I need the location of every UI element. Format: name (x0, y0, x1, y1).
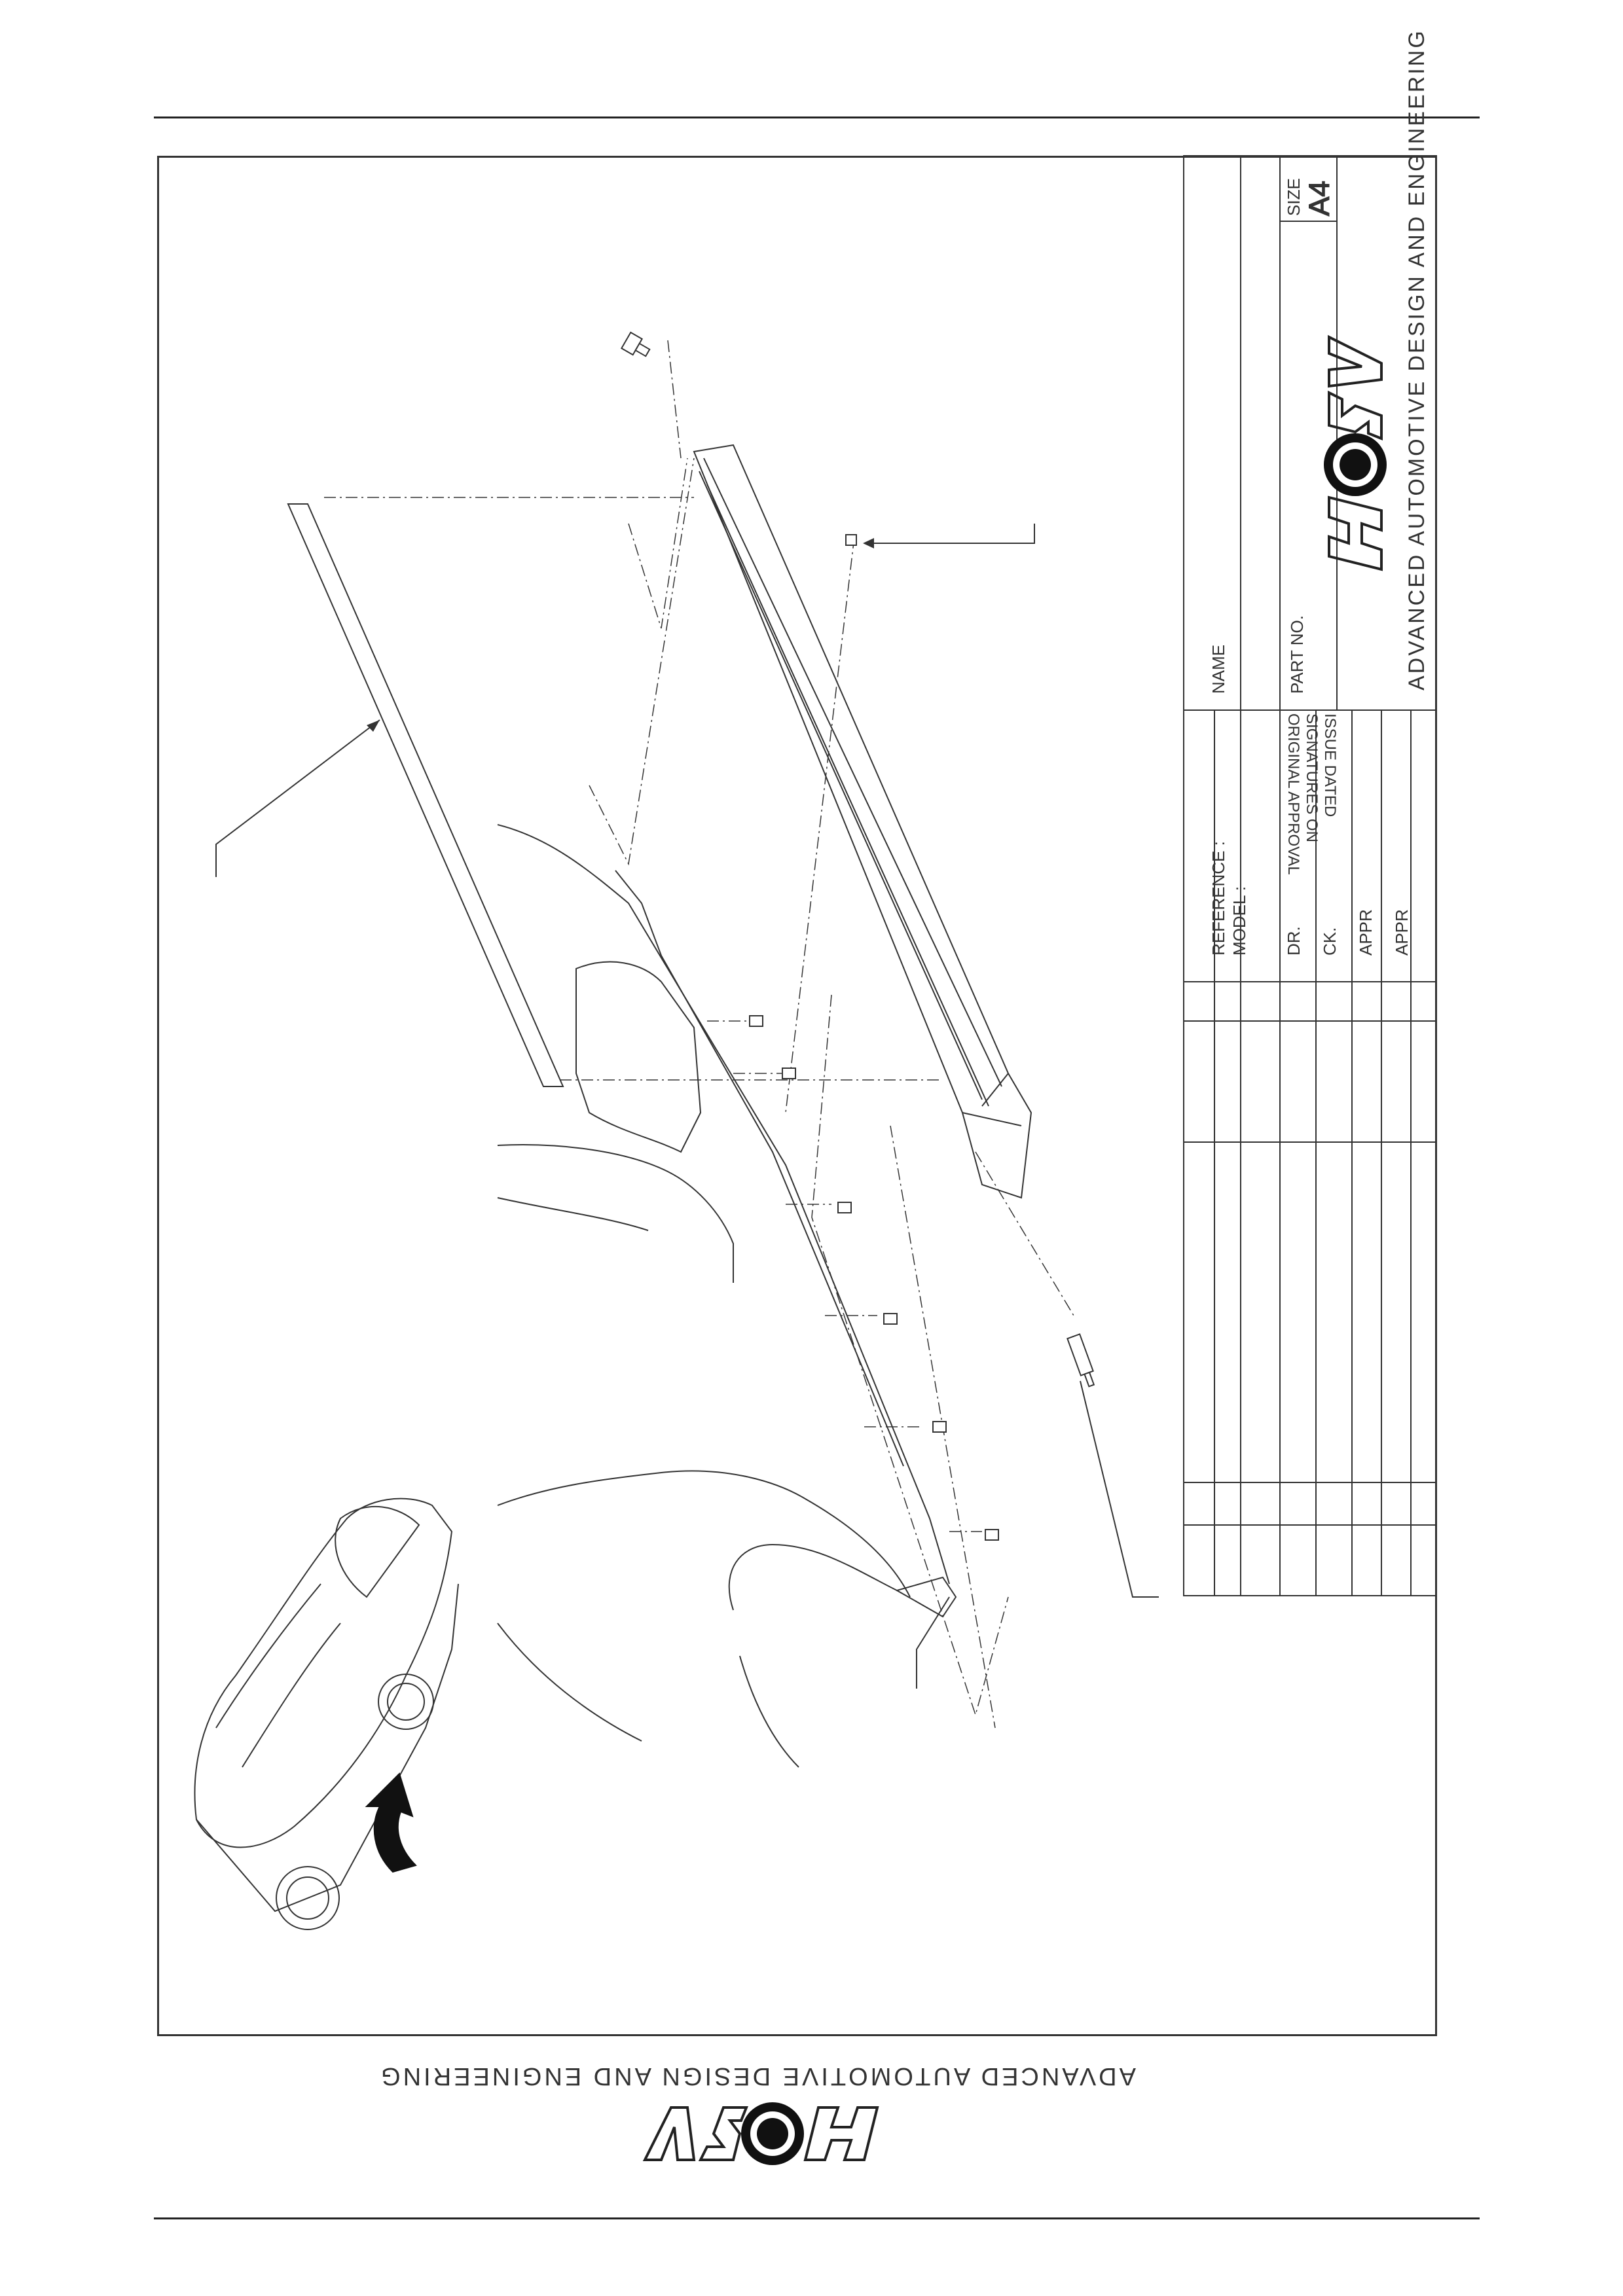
approval-line-1: ORIGINAL APPROVAL (1285, 713, 1302, 875)
size-value: A4 (1304, 181, 1336, 216)
footer-company-name: ADVANCED AUTOMOTIVE DESIGN AND ENGINEERING (378, 2062, 1136, 2090)
row-dr: DR. (1284, 926, 1304, 956)
model-label: MODEL : (1230, 886, 1249, 956)
approval-line-2: SIGNATURES ON (1303, 713, 1321, 842)
part-no-label: PART NO. (1287, 615, 1307, 694)
row-appr-1: APPR (1356, 909, 1376, 956)
company-name: ADVANCED AUTOMOTIVE DESIGN AND ENGINEERING (1404, 29, 1429, 691)
hsv-logo (1324, 337, 1387, 569)
name-label: NAME (1209, 644, 1228, 694)
footer-hsv-logo (645, 2102, 877, 2165)
car-illustration (195, 1499, 459, 1929)
row-appr-2: APPR (1392, 909, 1412, 956)
approval-line-3: ISSUE DATED (1321, 713, 1339, 817)
title-block-text (1209, 29, 1429, 956)
reference-label: REFERENCE : (1209, 841, 1228, 956)
assembly-lines (324, 340, 1074, 1728)
size-label: SIZE (1284, 178, 1304, 216)
row-ck: CK. (1320, 927, 1340, 956)
trim-strip (288, 504, 563, 1086)
leader-lines (216, 524, 1159, 1689)
vehicle-body (498, 825, 956, 1767)
side-skirt-panel (694, 445, 1031, 1198)
bolt-icon (621, 332, 1097, 1540)
